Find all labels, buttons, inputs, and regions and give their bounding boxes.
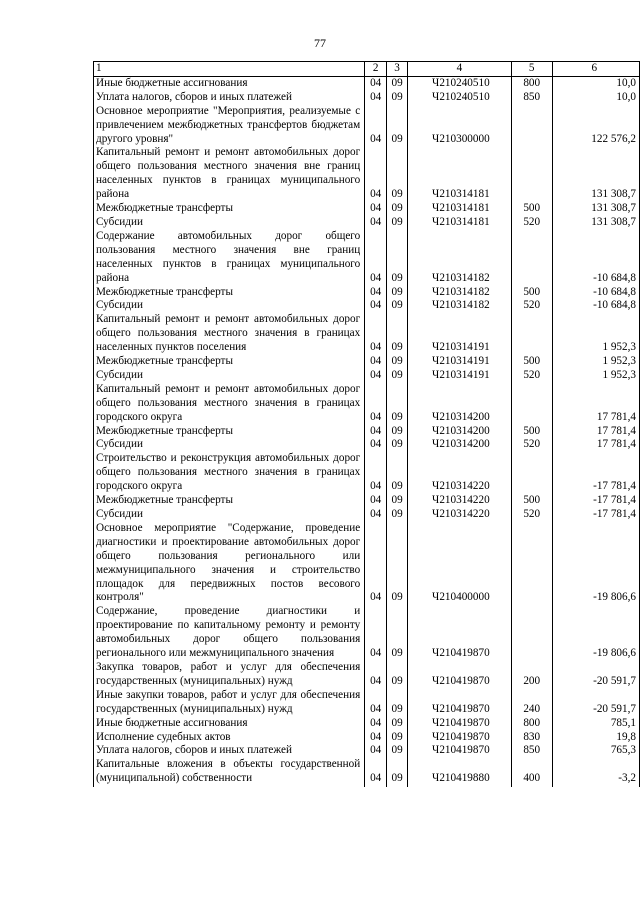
row-section: 04 xyxy=(365,91,387,105)
row-sum: -10 684,8 xyxy=(552,230,639,286)
row-subsection: 09 xyxy=(387,299,408,313)
row-name: Уплата налогов, сборов и иных платежей xyxy=(94,744,365,758)
row-expense-type: 520 xyxy=(511,438,552,452)
row-sum: 17 781,4 xyxy=(552,383,639,425)
header-col-1: 1 xyxy=(94,62,365,77)
row-sum: -20 591,7 xyxy=(552,689,639,717)
row-subsection: 09 xyxy=(387,230,408,286)
row-sum: 17 781,4 xyxy=(552,425,639,439)
table-row xyxy=(94,286,640,300)
row-section: 04 xyxy=(365,313,387,355)
table-row xyxy=(94,355,640,369)
row-subsection: 09 xyxy=(387,202,408,216)
row-name: Межбюджетные трансферты xyxy=(94,202,365,216)
row-subsection: 09 xyxy=(387,731,408,745)
row-name: Содержание автомобильных дорог общего пользования местного значения вне границ населенных пунктов в границах муниципального района xyxy=(94,230,365,286)
row-subsection: 09 xyxy=(387,605,408,661)
row-section: 04 xyxy=(365,689,387,717)
table-row xyxy=(94,689,640,717)
row-section: 04 xyxy=(365,76,387,90)
row-section: 04 xyxy=(365,202,387,216)
row-sum: 10,0 xyxy=(552,91,639,105)
row-expense-type: 800 xyxy=(511,717,552,731)
table-row xyxy=(94,299,640,313)
table-row xyxy=(94,230,640,286)
table-row xyxy=(94,216,640,230)
row-name: Капитальный ремонт и ремонт автомобильных дорог общего пользования местного значения вне границ населенных пунктов в границах муниципального района xyxy=(94,146,365,202)
row-subsection: 09 xyxy=(387,717,408,731)
row-name: Содержание, проведение диагностики и проектирование по капитальному ремонту и ремонту автомобильных дорог общего пользования регионального или межмуниципального значения xyxy=(94,605,365,661)
row-subsection: 09 xyxy=(387,369,408,383)
row-name: Межбюджетные трансферты xyxy=(94,355,365,369)
row-target-code: Ч210314182 xyxy=(408,286,512,300)
row-target-code: Ч210314191 xyxy=(408,355,512,369)
table-row xyxy=(94,76,640,90)
row-expense-type: 520 xyxy=(511,508,552,522)
header-col-3: 3 xyxy=(387,62,408,77)
row-section: 04 xyxy=(365,605,387,661)
row-subsection: 09 xyxy=(387,661,408,689)
row-sum: 131 308,7 xyxy=(552,202,639,216)
row-sum: 122 576,2 xyxy=(552,105,639,147)
row-target-code: Ч210314181 xyxy=(408,202,512,216)
row-name: Межбюджетные трансферты xyxy=(94,286,365,300)
row-name: Основное мероприятие "Содержание, проведение диагностики и проектирование автомобильных дорог общего пользования регионального или межмуниципального значения и строительство площадок для передвижных постов весового контроля" xyxy=(94,522,365,605)
row-name: Капитальный ремонт и ремонт автомобильных дорог общего пользования местного значения в границах городского округа xyxy=(94,383,365,425)
row-subsection: 09 xyxy=(387,216,408,230)
row-target-code: Ч210314200 xyxy=(408,438,512,452)
table-row xyxy=(94,425,640,439)
row-expense-type: 500 xyxy=(511,202,552,216)
row-expense-type: 500 xyxy=(511,286,552,300)
row-target-code: Ч210300000 xyxy=(408,105,512,147)
row-subsection: 09 xyxy=(387,522,408,605)
row-subsection: 09 xyxy=(387,494,408,508)
row-sum: 1 952,3 xyxy=(552,313,639,355)
row-sum: 1 952,3 xyxy=(552,355,639,369)
row-sum: -3,2 xyxy=(552,758,639,786)
header-col-6: 6 xyxy=(552,62,639,77)
table-row xyxy=(94,522,640,605)
row-target-code: Ч210314220 xyxy=(408,494,512,508)
row-subsection: 09 xyxy=(387,355,408,369)
row-name: Субсидии xyxy=(94,369,365,383)
row-sum: 10,0 xyxy=(552,76,639,90)
row-target-code: Ч210314182 xyxy=(408,299,512,313)
table-row xyxy=(94,438,640,452)
row-name: Закупка товаров, работ и услуг для обеспечения государственных (муниципальных) нужд xyxy=(94,661,365,689)
row-subsection: 09 xyxy=(387,76,408,90)
row-target-code: Ч210314191 xyxy=(408,313,512,355)
row-sum: 765,3 xyxy=(552,744,639,758)
row-expense-type: 520 xyxy=(511,216,552,230)
row-section: 04 xyxy=(365,452,387,494)
row-section: 04 xyxy=(365,661,387,689)
row-section: 04 xyxy=(365,494,387,508)
table-row xyxy=(94,508,640,522)
row-target-code: Ч210314220 xyxy=(408,508,512,522)
row-subsection: 09 xyxy=(387,105,408,147)
row-subsection: 09 xyxy=(387,313,408,355)
row-section: 04 xyxy=(365,216,387,230)
row-target-code: Ч210400000 xyxy=(408,522,512,605)
row-name: Субсидии xyxy=(94,508,365,522)
row-expense-type xyxy=(511,105,552,147)
table-row xyxy=(94,717,640,731)
row-expense-type xyxy=(511,230,552,286)
row-expense-type: 830 xyxy=(511,731,552,745)
row-name: Капитальный ремонт и ремонт автомобильных дорог общего пользования местного значения в границах населенных пунктов поселения xyxy=(94,313,365,355)
row-section: 04 xyxy=(365,731,387,745)
row-sum: 131 308,7 xyxy=(552,146,639,202)
row-target-code: Ч210314191 xyxy=(408,369,512,383)
row-expense-type: 800 xyxy=(511,76,552,90)
row-target-code: Ч210240510 xyxy=(408,76,512,90)
table-row xyxy=(94,105,640,147)
row-expense-type: 850 xyxy=(511,91,552,105)
row-target-code: Ч210419880 xyxy=(408,758,512,786)
row-name: Уплата налогов, сборов и иных платежей xyxy=(94,91,365,105)
row-expense-type xyxy=(511,452,552,494)
row-name: Межбюджетные трансферты xyxy=(94,494,365,508)
table-row xyxy=(94,91,640,105)
row-expense-type: 240 xyxy=(511,689,552,717)
row-expense-type: 400 xyxy=(511,758,552,786)
row-target-code: Ч210419870 xyxy=(408,731,512,745)
row-name: Субсидии xyxy=(94,438,365,452)
row-sum: -10 684,8 xyxy=(552,286,639,300)
row-section: 04 xyxy=(365,146,387,202)
row-target-code: Ч210419870 xyxy=(408,717,512,731)
row-name: Капитальные вложения в объекты государственной (муниципальной) собственности xyxy=(94,758,365,786)
row-sum: 131 308,7 xyxy=(552,216,639,230)
row-subsection: 09 xyxy=(387,91,408,105)
row-section: 04 xyxy=(365,299,387,313)
row-sum: -10 684,8 xyxy=(552,299,639,313)
row-expense-type: 200 xyxy=(511,661,552,689)
table-row xyxy=(94,146,640,202)
row-target-code: Ч210314181 xyxy=(408,146,512,202)
row-name: Иные бюджетные ассигнования xyxy=(94,76,365,90)
row-expense-type: 500 xyxy=(511,355,552,369)
row-section: 04 xyxy=(365,522,387,605)
row-section: 04 xyxy=(365,425,387,439)
row-section: 04 xyxy=(365,438,387,452)
table-header-row xyxy=(94,62,640,77)
row-section: 04 xyxy=(365,286,387,300)
row-sum: -19 806,6 xyxy=(552,605,639,661)
row-expense-type xyxy=(511,313,552,355)
row-target-code: Ч210314182 xyxy=(408,230,512,286)
row-sum: -17 781,4 xyxy=(552,494,639,508)
row-section: 04 xyxy=(365,105,387,147)
row-expense-type: 850 xyxy=(511,744,552,758)
row-sum: -17 781,4 xyxy=(552,452,639,494)
row-subsection: 09 xyxy=(387,452,408,494)
row-section: 04 xyxy=(365,717,387,731)
row-expense-type: 520 xyxy=(511,369,552,383)
row-expense-type: 520 xyxy=(511,299,552,313)
header-col-4: 4 xyxy=(408,62,512,77)
header-col-5: 5 xyxy=(511,62,552,77)
row-section: 04 xyxy=(365,744,387,758)
table-row xyxy=(94,313,640,355)
row-target-code: Ч210240510 xyxy=(408,91,512,105)
table-row xyxy=(94,494,640,508)
row-subsection: 09 xyxy=(387,286,408,300)
row-subsection: 09 xyxy=(387,758,408,786)
row-sum: 17 781,4 xyxy=(552,438,639,452)
table-row xyxy=(94,383,640,425)
row-section: 04 xyxy=(365,355,387,369)
row-sum: -17 781,4 xyxy=(552,508,639,522)
row-subsection: 09 xyxy=(387,438,408,452)
table-row xyxy=(94,661,640,689)
table-row xyxy=(94,758,640,786)
row-expense-type: 500 xyxy=(511,425,552,439)
row-sum: 785,1 xyxy=(552,717,639,731)
page-number: 77 xyxy=(314,36,326,50)
row-name: Субсидии xyxy=(94,216,365,230)
row-subsection: 09 xyxy=(387,689,408,717)
row-target-code: Ч210419870 xyxy=(408,744,512,758)
table-row xyxy=(94,202,640,216)
table-row xyxy=(94,731,640,745)
row-name: Субсидии xyxy=(94,299,365,313)
row-expense-type: 500 xyxy=(511,494,552,508)
row-target-code: Ч210419870 xyxy=(408,605,512,661)
row-name: Иные бюджетные ассигнования xyxy=(94,717,365,731)
row-sum: 1 952,3 xyxy=(552,369,639,383)
budget-table xyxy=(93,61,640,787)
row-section: 04 xyxy=(365,369,387,383)
row-name: Иные закупки товаров, работ и услуг для обеспечения государственных (муниципальных) нужд xyxy=(94,689,365,717)
row-subsection: 09 xyxy=(387,146,408,202)
row-target-code: Ч210314200 xyxy=(408,425,512,439)
row-expense-type xyxy=(511,522,552,605)
row-target-code: Ч210419870 xyxy=(408,661,512,689)
row-section: 04 xyxy=(365,508,387,522)
header-col-2: 2 xyxy=(365,62,387,77)
row-section: 04 xyxy=(365,758,387,786)
row-name: Межбюджетные трансферты xyxy=(94,425,365,439)
row-name: Основное мероприятие "Мероприятия, реализуемые с привлечением межбюджетных трансфертов бюджетам другого уровня" xyxy=(94,105,365,147)
row-section: 04 xyxy=(365,383,387,425)
table-row xyxy=(94,369,640,383)
row-sum: -20 591,7 xyxy=(552,661,639,689)
row-target-code: Ч210314200 xyxy=(408,383,512,425)
table-row xyxy=(94,605,640,661)
row-sum: 19,8 xyxy=(552,731,639,745)
row-subsection: 09 xyxy=(387,383,408,425)
table-row xyxy=(94,744,640,758)
row-subsection: 09 xyxy=(387,744,408,758)
row-target-code: Ч210314181 xyxy=(408,216,512,230)
row-subsection: 09 xyxy=(387,508,408,522)
row-section: 04 xyxy=(365,230,387,286)
row-target-code: Ч210419870 xyxy=(408,689,512,717)
row-expense-type xyxy=(511,383,552,425)
row-expense-type xyxy=(511,146,552,202)
row-name: Строительство и реконструкция автомобильных дорог общего пользования местного значения в границах городского округа xyxy=(94,452,365,494)
row-expense-type xyxy=(511,605,552,661)
row-name: Исполнение судебных актов xyxy=(94,731,365,745)
row-subsection: 09 xyxy=(387,425,408,439)
row-sum: -19 806,6 xyxy=(552,522,639,605)
table-row xyxy=(94,452,640,494)
row-target-code: Ч210314220 xyxy=(408,452,512,494)
